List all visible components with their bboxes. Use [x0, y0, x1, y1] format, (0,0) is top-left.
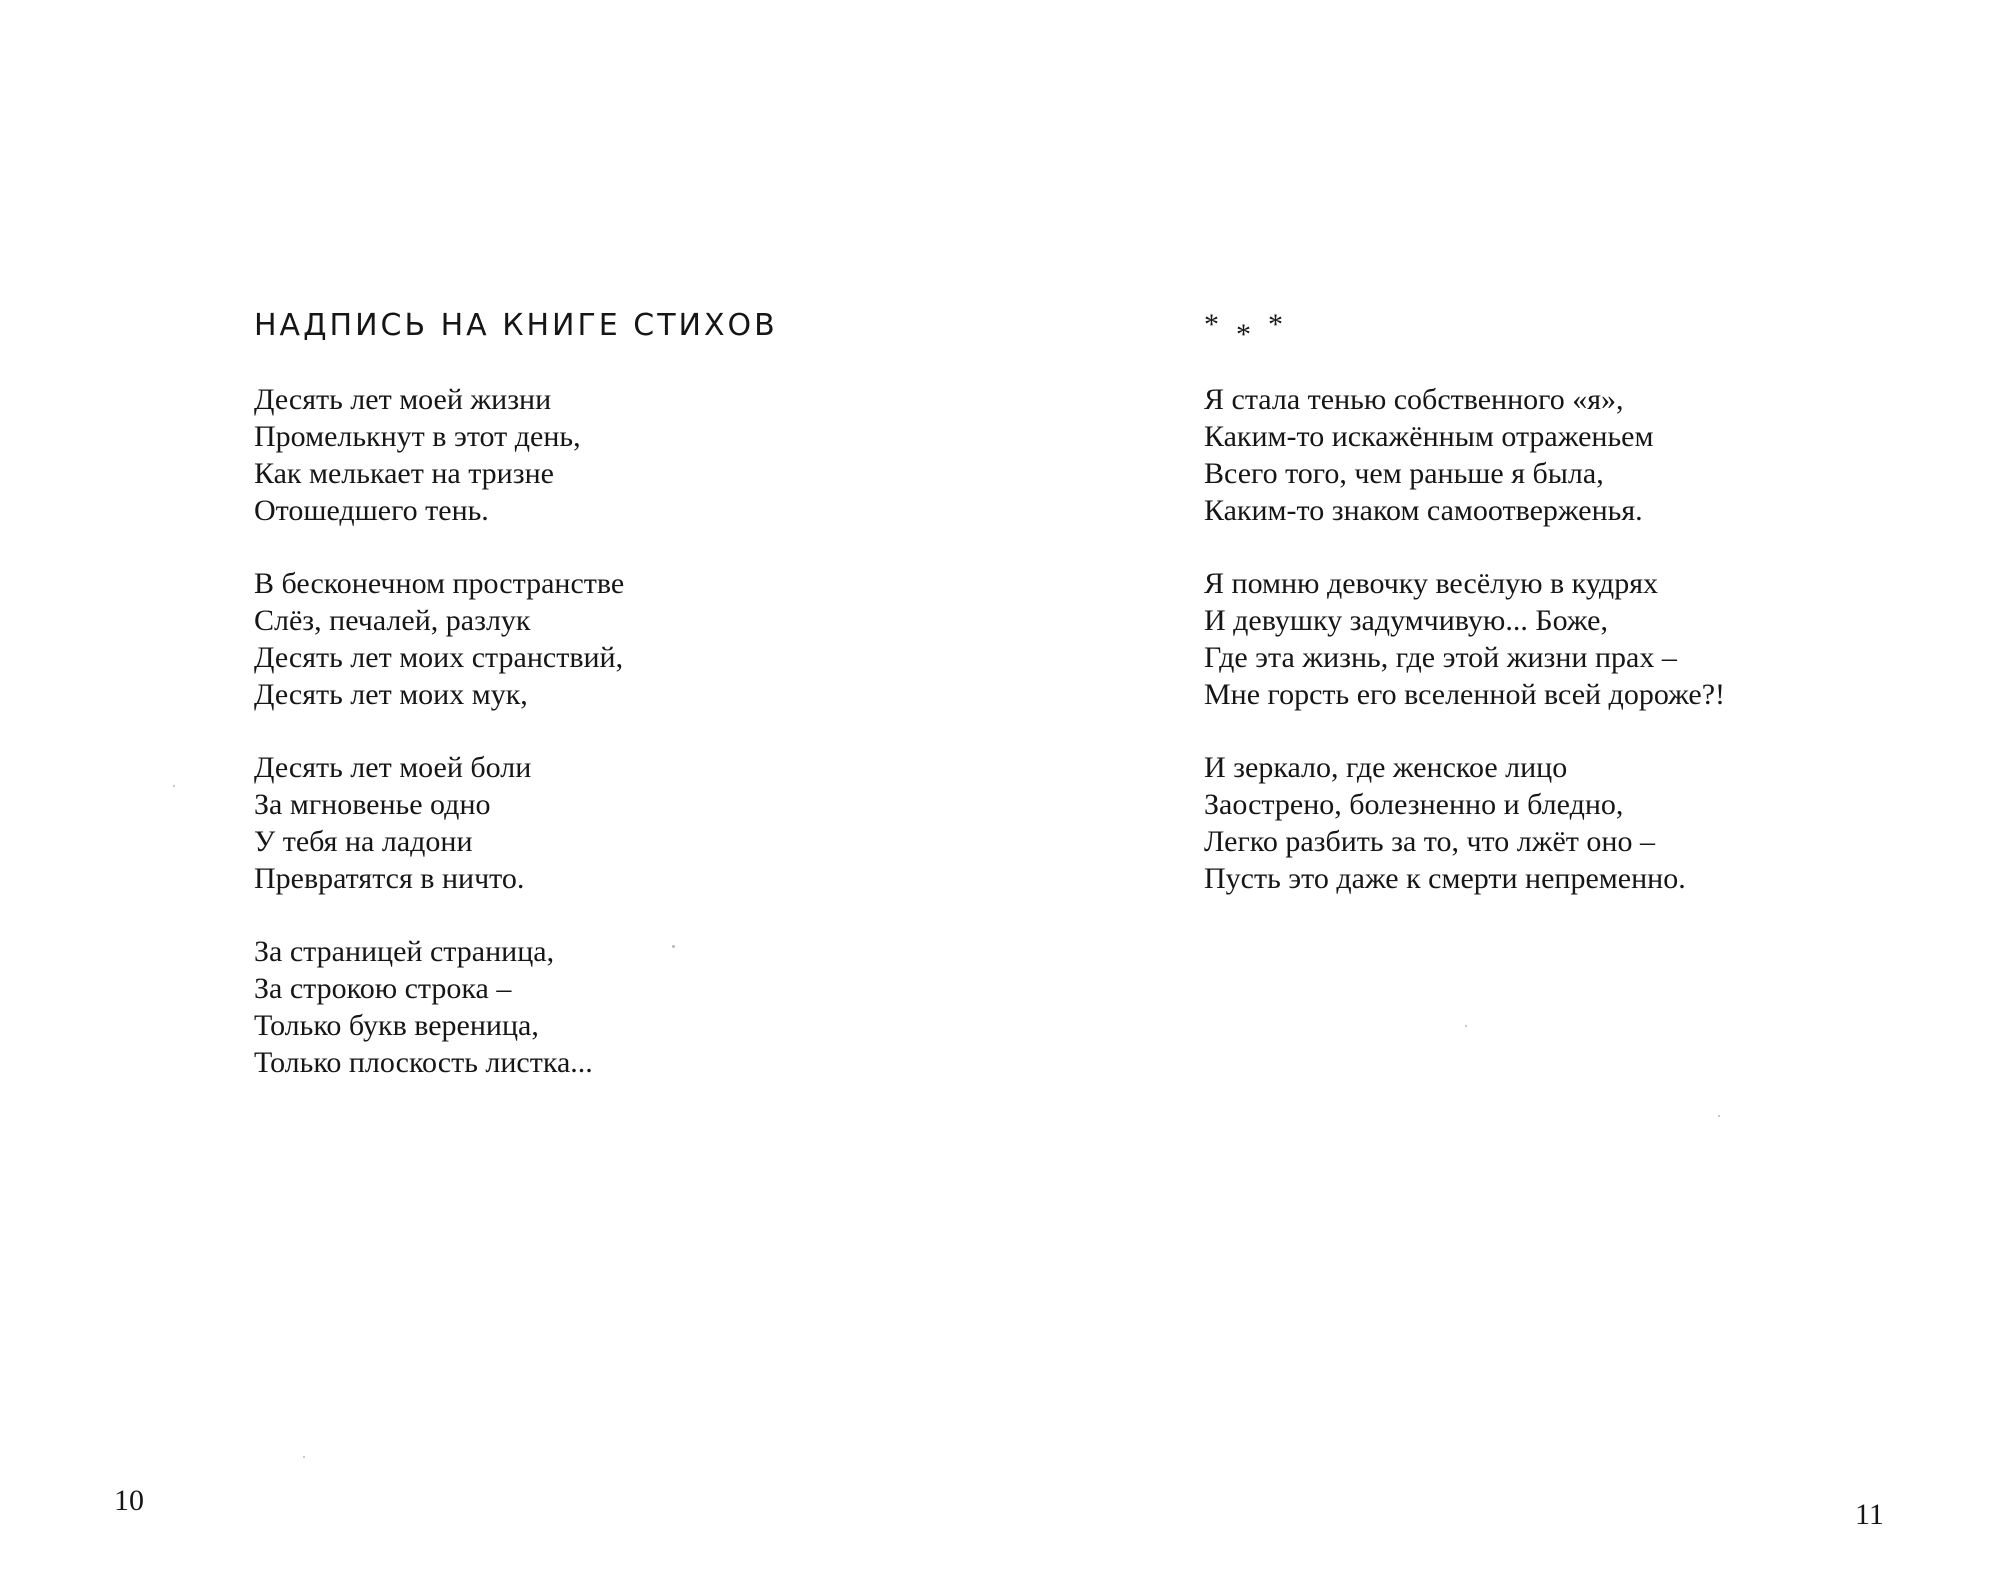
stanza-2 [254, 565, 624, 713]
poem-line: Десять лет моей боли [254, 751, 532, 784]
asterisk: * [1204, 308, 1219, 341]
poem-line: Пусть это даже к смерти непременно. [1204, 862, 1686, 895]
page-number-right: 11 [1855, 1498, 1884, 1531]
poem-line: За строкою строка – [254, 972, 512, 1005]
poem-line: Заострено, болезненно и бледно, [1204, 788, 1624, 821]
stanza-2 [1204, 565, 1725, 713]
poem-line: Только букв вереница, [254, 1009, 539, 1042]
poem-line: Мне горсть его вселенной всей дороже?! [1204, 678, 1726, 711]
paper-speck [303, 1456, 305, 1458]
poem-line: Всего того, чем раньше я была, [1204, 457, 1604, 490]
poem-line: За мгновенье одно [254, 788, 491, 821]
poem-title: НАДПИСЬ НА КНИГЕ СТИХОВ [254, 308, 778, 343]
poem-line: Я стала тенью собственного «я», [1204, 383, 1624, 416]
paper-speck [1465, 1025, 1467, 1027]
stanza-1 [254, 381, 624, 529]
poem-line: Я помню девочку весёлую в кудрях [1204, 567, 1658, 600]
poem-line: Десять лет моих странствий, [254, 641, 624, 674]
poem-line: Только плоскость листка... [254, 1046, 593, 1079]
poem-line: Промелькнут в этот день, [254, 420, 581, 453]
right-page [1000, 0, 2000, 1589]
poem-line: В бесконечном пространстве [254, 567, 625, 600]
poem-line: Отошедшего тень. [254, 494, 489, 527]
page-number-left: 10 [114, 1484, 144, 1517]
paper-speck [672, 945, 675, 948]
poem-line: Слёз, печалей, разлук [254, 604, 531, 637]
asterism [1204, 310, 1304, 350]
poem-line: Где эта жизнь, где этой жизни прах – [1204, 641, 1677, 674]
stanza-1 [1204, 381, 1725, 529]
poem-line: Каким-то знаком самоотверженья. [1204, 494, 1643, 527]
poem-line: И девушку задумчивую... Боже, [1204, 604, 1608, 637]
poem-line: Легко разбить за то, что лжёт оно – [1204, 825, 1655, 858]
poem-body-right [1204, 381, 1725, 897]
poem-line: Десять лет моих мук, [254, 678, 528, 711]
poem-line: И зеркало, где женское лицо [1204, 751, 1568, 784]
stanza-3 [254, 749, 624, 897]
poem-line: Как мелькает на тризне [254, 457, 554, 490]
poem-line: Десять лет моей жизни [254, 383, 552, 416]
poem-line: За страницей страница, [254, 935, 555, 968]
stanza-3 [1204, 749, 1725, 897]
poem-line: Превратятся в ничто. [254, 862, 525, 895]
paper-speck [1718, 1115, 1720, 1117]
poem-body-left [254, 381, 624, 1081]
asterisk: * [1268, 308, 1283, 341]
asterisk: * [1236, 318, 1251, 351]
poem-line: У тебя на ладони [254, 825, 473, 858]
stanza-4 [254, 933, 624, 1081]
paper-speck [173, 785, 175, 787]
poem-line: Каким-то искажённым отраженьем [1204, 420, 1654, 453]
